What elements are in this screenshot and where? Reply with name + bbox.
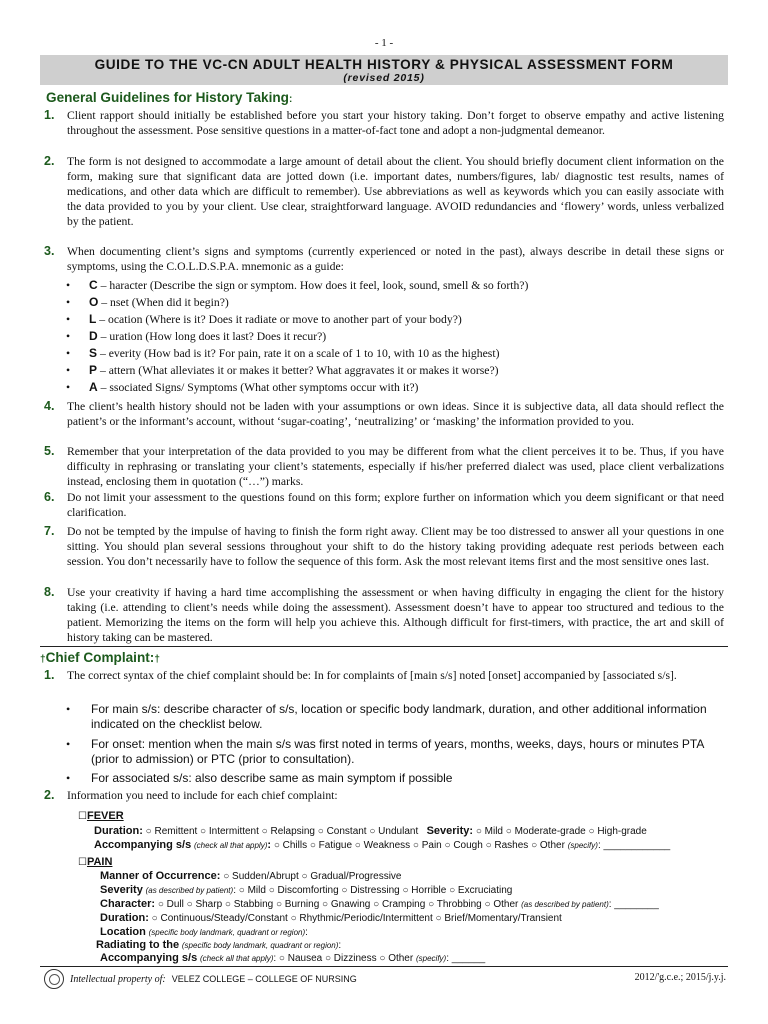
page-number: - 1 - [374,37,394,49]
chief-item-2: 2. Information you need to include for each chief complaint: [44,788,338,802]
fever-duration-row: Duration: ○ Remittent ○ Intermittent ○ Relapsing ○ Constant ○ Undulant Severity: ○ Mild ○ Moderate-grade ○ High-grade [94,825,647,837]
pain-section: ☐PAIN [78,856,113,868]
footer-institution: VELEZ COLLEGE – COLLEGE OF NURSING [171,974,357,984]
checkbox-icon[interactable]: ☐ [78,811,87,822]
chief-bullet: • For main s/s: describe character of s/s, location or specific body landmark, duration, and other additional information indicated on the checklist below. [66,702,707,731]
footer-label: Intellectual property of: [70,973,166,985]
guideline-item: 8. Use your creativity if having a hard time accomplishing the assessment or when having difficulty in engaging the client for the history taking (i.e. attending to client’s needs while doing the assessment). Assessment doesn’t have to appear too structured and tedious to the patient. Memorizing the items on the form will help you achieve this. Although difficult for first-timers, with practice, the art and skill of history taking can be mastered. [44,585,724,644]
pain-severity-row: Severity (as described by patient): ○ Mild ○ Discomforting ○ Distressing ○ Horrible ○ Excruciating [100,884,513,896]
fever-accompanying-row: Accompanying s/s (check all that apply): ○ Chills ○ Fatigue ○ Weakness ○ Pain ○ Cough ○ Rashes ○ Other (specify): ____________ [94,839,671,851]
guideline-item: 1. Client rapport should initially be established before you start your history taking. Don’t forget to observe empathy and active listening throughout the assessment. Pose sensitive questions in a matter-of-fact tone and adopt a non-judgmental demeanor. [44,108,724,137]
pain-manner-row: Manner of Occurrence: ○ Sudden/Abrupt ○ Gradual/Progressive [100,870,402,882]
page-subtitle: (revised 2015) [343,72,425,84]
pain-radiating-row: Radiating to the (specific body landmark, quadrant or region): [96,939,342,951]
guideline-item: 2. The form is not designed to accommodate a large amount of detail about the client. You should briefly document client information on the form, making sure that significant data are jotted down (i.e. important dates, numbers/figures, lab/ diagnostic test results, names of medications, and other data which are difficult to remember). Use abbreviations as well as keywords which you can easily associate with the data provided to you by your client. Use clear, straightforward language. AVOID redundancies and ‘flowery’ words, unless verbalized by the patient. [44,154,724,228]
chief-bullet: • For onset: mention when the main s/s was first noted in terms of years, months, weeks, days, hours or minutes PTA (prior to admission) or PTC (prior to consultation). [66,737,704,766]
guideline-item: 4. The client’s health history should not be laden with your assumptions or own ideas. Since it is subjective data, all data should reflect the patient’s or the informant’s account, without ‘sugar-coating’, ‘neutralizing’ or ‘masking’ the information provided to you. [44,399,724,428]
guideline-item: 5. Remember that your interpretation of the data provided to you may be different from what the client perceives it to be. Thus, if you have difficulty in rephrasing or translating your client’s statements, especially if his/her preferred dialect was used, place client verbalizations instead, enclosing them in quotation (“…”) marks. [44,444,724,488]
fever-section: ☐FEVER [78,810,124,822]
pain-location-row: Location (specific body landmark, quadrant or region): [100,926,308,938]
section-divider [40,646,728,647]
footer-revision: 2012/'g.c.e.; 2015/j.y.j. [634,972,726,983]
pain-character-row: Character: ○ Dull ○ Sharp ○ Stabbing ○ Burning ○ Gnawing ○ Cramping ○ Throbbing ○ Other (as described by patient): ________ [100,898,659,910]
college-seal-icon [44,969,64,989]
footer-divider [40,966,728,967]
guideline-item: 3. When documenting client’s signs and symptoms (currently experienced or noted in the past), always describe in detail these signs or symptoms, using the C.O.L.D.S.P.A. mnemonic as a guide: [44,244,724,273]
page-title: GUIDE TO THE VC-CN ADULT HEALTH HISTORY & PHYSICAL ASSESSMENT FORM [94,57,674,72]
footer-left [44,969,357,989]
page-header [40,55,728,85]
guideline-item: 6. Do not limit your assessment to the questions found on this form; explore further on information which you deem significant or that need clarification. [44,490,724,519]
chief-complaint-heading: †Chief Complaint:† [40,650,160,665]
pain-accompanying-row: Accompanying s/s (check all that apply): ○ Nausea ○ Dizziness ○ Other (specify): ______ [100,952,486,964]
guideline-item: 7. Do not be tempted by the impulse of having to finish the form right away. Client may be too distressed to answer all your questions in one sitting. You should plan several sessions throughout your shift to do the history taking providing adequate rest periods between each session. You don’t necessarily have to follow the sequence of this form. Ask the most relevant items first and the most sensitive ones last. [44,524,724,568]
chief-item-1: 1. The correct syntax of the chief complaint should be: In for complaints of [main s/s] noted [onset] accompanied by [associated s/s]. [44,668,677,682]
checkbox-icon[interactable]: ☐ [78,857,87,868]
chief-bullet: • For associated s/s: also describe same as main symptom if possible [66,771,453,785]
pain-duration-row: Duration: ○ Continuous/Steady/Constant ○ Rhythmic/Periodic/Intermittent ○ Brief/Momentary/Transient [100,912,562,924]
general-guidelines-heading: General Guidelines for History Taking: [46,90,293,105]
